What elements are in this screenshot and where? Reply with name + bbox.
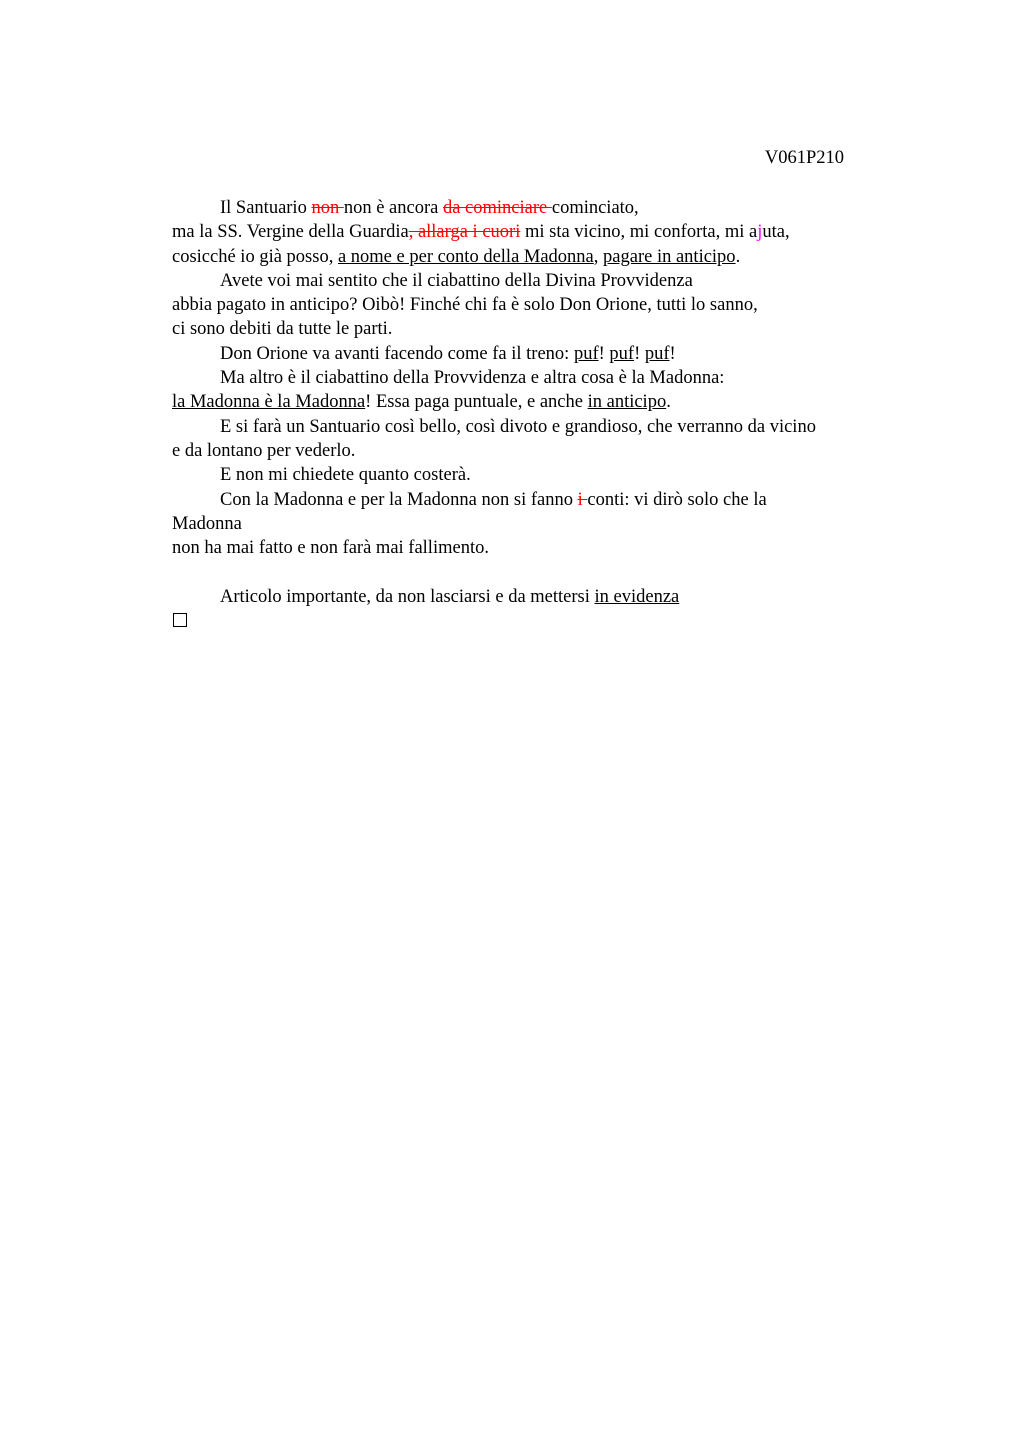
underlined-text: puf — [609, 343, 635, 364]
text-line — [172, 245, 892, 269]
text-segment: E non mi chiedete quanto costerà. — [220, 465, 471, 486]
underlined-text: puf — [573, 343, 599, 364]
paragraph-first-line — [172, 196, 892, 220]
text-segment: ! — [598, 343, 610, 364]
text-segment: Articolo importante, da non lasciarsi e da mettersi — [220, 586, 595, 607]
text-line — [172, 220, 892, 244]
text-segment: . — [666, 392, 671, 413]
text-segment: e da lontano per vederlo. — [172, 440, 356, 461]
paragraph-first-line — [172, 585, 892, 609]
text-segment: non è ancora — [343, 198, 443, 218]
checkbox-outline-icon — [173, 613, 187, 627]
document-body — [172, 196, 892, 633]
text-segment: Con la Madonna e per la Madonna non si fanno — [220, 489, 578, 510]
inserted-text: j — [757, 222, 763, 243]
paragraph-first-line — [172, 415, 892, 439]
text-segment: ma la SS. Vergine della Guardia — [172, 222, 409, 243]
text-segment: conti: vi dirò solo che la — [587, 489, 767, 510]
text-line — [172, 293, 892, 317]
text-segment: . — [735, 246, 741, 267]
paragraph-first-line — [172, 463, 892, 487]
text-segment: Avete voi mai sentito che il ciabattino della Divina Provvidenza — [220, 270, 693, 291]
text-segment: Il Santuario — [220, 198, 312, 218]
text-line — [172, 317, 892, 341]
underlined-text: puf — [644, 343, 670, 364]
text-segment: Don Orione va avanti facendo come fa il treno: — [220, 343, 574, 364]
deleted-text: , allarga i cuori — [408, 222, 521, 243]
paragraph-first-line — [172, 269, 892, 293]
underlined-text: pagare in anticipo — [603, 246, 736, 267]
paragraph-first-line — [172, 366, 892, 390]
page-identifier: V061P210 — [764, 148, 844, 168]
text-segment: ci sono debiti da tutte le parti. — [172, 319, 393, 340]
text-segment: non ha mai fatto e non farà mai fallimento. — [172, 538, 489, 559]
underlined-text: la Madonna è la Madonna — [172, 392, 366, 413]
text-segment: ! — [634, 343, 645, 364]
deleted-text: i — [577, 489, 588, 510]
underlined-text: a nome e per conto della Madonna — [337, 246, 594, 267]
paragraph-first-line — [172, 342, 892, 366]
deleted-text: da cominciare — [442, 198, 552, 218]
text-segment: Madonna — [172, 513, 242, 534]
text-segment: cominciato, — [551, 198, 639, 218]
text-segment: ! Essa paga puntuale, e anche — [365, 392, 588, 413]
text-segment: mi sta vicino, mi conforta, mi a — [520, 222, 758, 243]
text-line — [172, 512, 892, 536]
text-segment: ! — [669, 343, 676, 364]
text-line — [172, 439, 892, 463]
text-segment: uta, — [762, 222, 790, 243]
text-segment: cosicché io già posso, — [172, 246, 338, 267]
text-segment: abbia pagato in anticipo? Oibò! Finché chi fa è solo Don Orione, tutti lo sanno, — [172, 295, 758, 316]
text-segment: Ma altro è il ciabattino della Provvidenza e altra cosa è la Madonna: — [220, 368, 725, 389]
text-line — [172, 390, 892, 414]
paragraph-first-line — [172, 488, 892, 512]
end-marker-line — [172, 609, 892, 633]
text-segment: E si farà un Santuario così bello, così divoto e grandioso, che verranno da vicino — [220, 416, 816, 437]
underlined-text: in evidenza — [594, 586, 680, 607]
blank-line — [172, 560, 892, 584]
deleted-text: non — [311, 198, 344, 218]
underlined-text: in anticipo — [587, 392, 667, 413]
text-segment: , — [593, 246, 604, 267]
text-line — [172, 536, 892, 560]
